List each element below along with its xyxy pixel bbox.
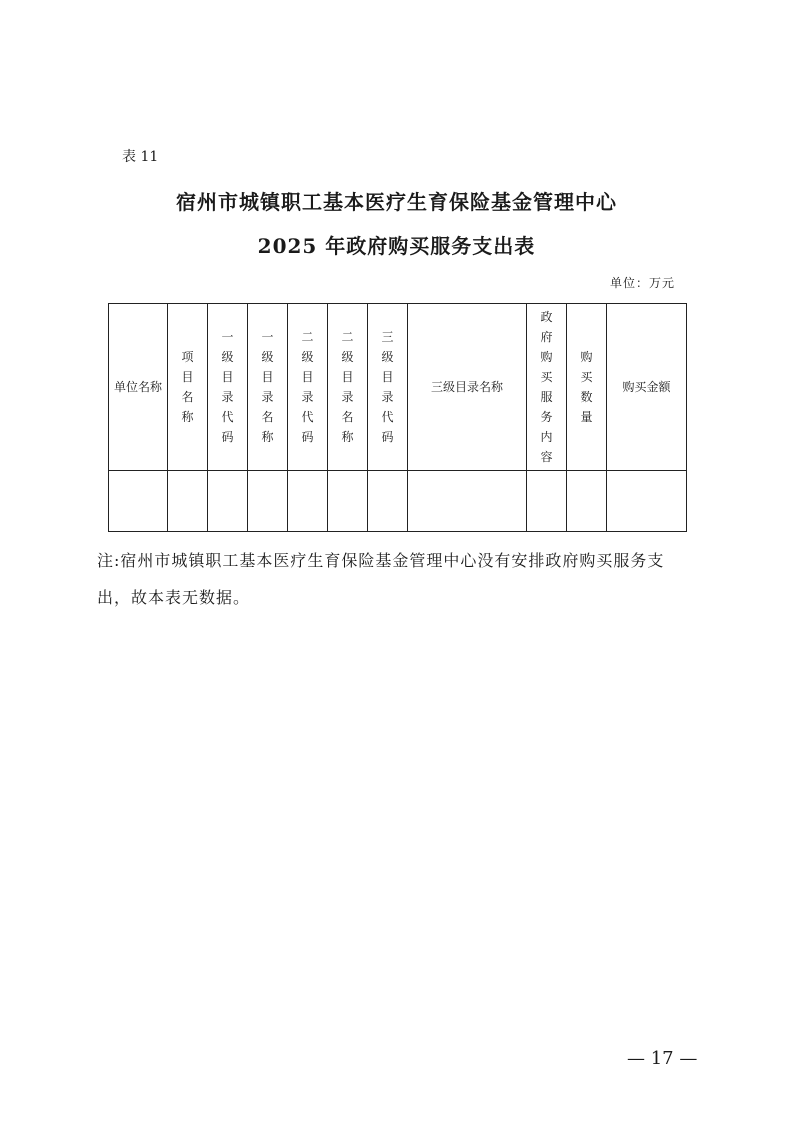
empty-cell [288,471,328,532]
page-number: — 17 — [627,1048,698,1069]
empty-cell [328,471,368,532]
table-label: 表 11 [122,149,159,165]
document-subtitle: 2025 年政府购买服务支出表 [257,234,536,258]
table-row [109,471,687,532]
header-cell: 项目名称 [168,304,208,471]
empty-cell [168,471,208,532]
document-title: 宿州市城镇职工基本医疗生育保险基金管理中心 [176,190,617,214]
empty-cell [527,471,567,532]
header-cell: 一级目录代码 [208,304,248,471]
header-cell: 二级目录名称 [328,304,368,471]
header-cell: 二级目录代码 [288,304,328,471]
header-cell: 三级目录名称 [408,304,527,471]
empty-cell [607,471,687,532]
empty-cell [408,471,527,532]
table-header-row [109,304,687,471]
empty-cell [248,471,288,532]
empty-cell [208,471,248,532]
header-cell: 购买数量 [567,304,607,471]
empty-cell [109,471,168,532]
empty-cell [567,471,607,532]
header-cell: 单位名称 [109,304,168,471]
purchase-services-table [108,303,687,532]
header-cell: 政府购买服务内容 [527,304,567,471]
unit-label: 单位：万元 [610,276,676,290]
header-cell: 三级目录代码 [368,304,408,471]
header-cell: 购买金额 [607,304,687,471]
table-note: 注:宿州市城镇职工基本医疗生育保险基金管理中心没有安排政府购买服务支出，故本表无数据。 [97,551,665,607]
header-cell: 一级目录名称 [248,304,288,471]
empty-cell [368,471,408,532]
